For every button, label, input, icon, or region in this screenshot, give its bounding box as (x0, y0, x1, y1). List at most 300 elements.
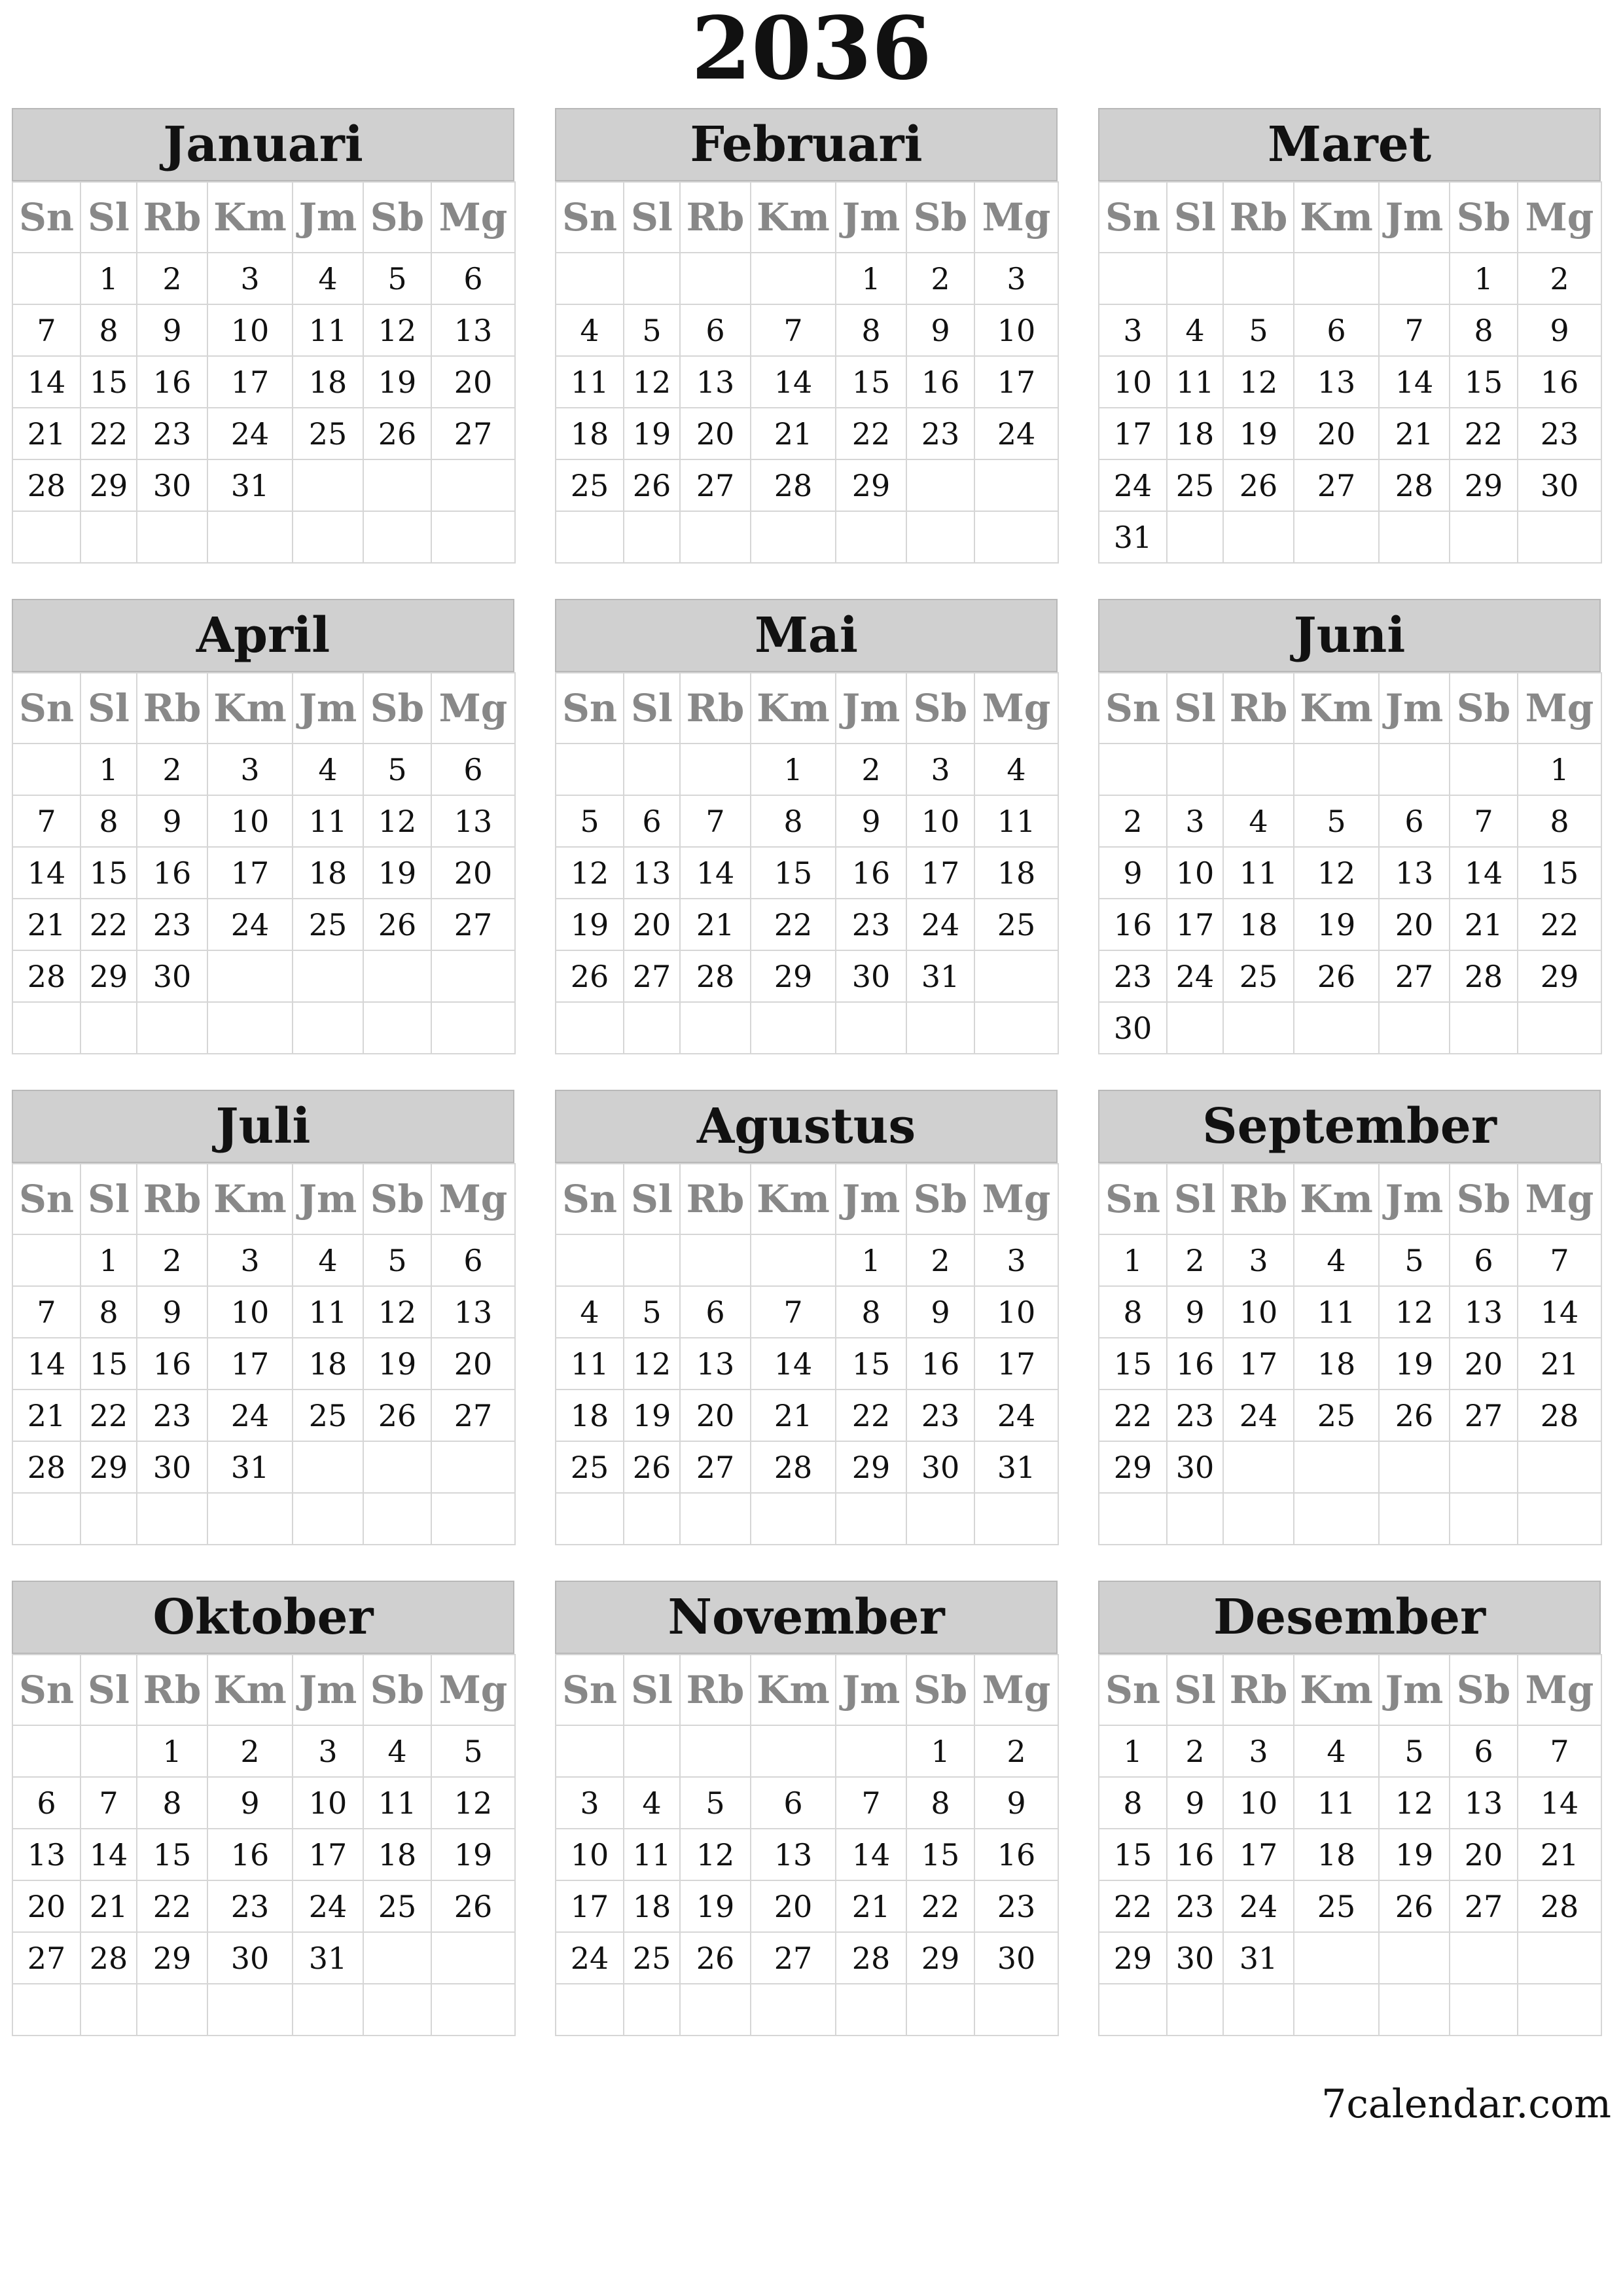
day-cell: 23 (1167, 1390, 1223, 1441)
empty-day-cell (1223, 1002, 1294, 1054)
weekday-label: Sn (12, 673, 80, 744)
weekday-label: Sn (1099, 1655, 1167, 1725)
day-cell: 26 (1294, 950, 1379, 1002)
day-cell: 29 (80, 459, 137, 511)
day-cell: 21 (1379, 408, 1450, 459)
empty-day-cell (1167, 744, 1223, 795)
day-cell: 25 (363, 1880, 431, 1932)
day-cell: 15 (906, 1829, 974, 1880)
day-cell: 30 (137, 459, 207, 511)
day-cell: 14 (751, 356, 836, 408)
day-cell: 25 (1167, 459, 1223, 511)
day-cell: 16 (1518, 356, 1601, 408)
day-cell: 12 (624, 1338, 680, 1390)
day-cell: 12 (1294, 847, 1379, 899)
day-cell: 5 (1379, 1725, 1450, 1777)
day-cell: 12 (363, 1286, 431, 1338)
week-row (1099, 1725, 1601, 1777)
day-cell: 8 (137, 1777, 207, 1829)
weekday-label: Jm (1379, 673, 1450, 744)
day-cell: 8 (1450, 304, 1518, 356)
month-name: Maret (1098, 108, 1601, 181)
day-cell: 20 (431, 356, 515, 408)
weekday-label: Km (207, 673, 293, 744)
empty-day-cell (1379, 1002, 1450, 1054)
empty-day-cell (1294, 253, 1379, 304)
empty-day-cell (1379, 1493, 1450, 1545)
day-cell: 25 (974, 899, 1058, 950)
day-cell: 31 (293, 1932, 363, 1984)
empty-day-cell (974, 511, 1058, 563)
weekday-label: Mg (974, 1164, 1058, 1234)
day-cell: 4 (556, 304, 624, 356)
day-cell: 11 (1223, 847, 1294, 899)
day-cell: 23 (137, 1390, 207, 1441)
month-day-grid (1098, 181, 1602, 564)
day-cell: 12 (431, 1777, 515, 1829)
day-cell: 4 (1223, 795, 1294, 847)
day-cell: 30 (906, 1441, 974, 1493)
day-cell: 30 (1099, 1002, 1167, 1054)
day-cell: 26 (680, 1932, 751, 1984)
day-cell: 28 (12, 950, 80, 1002)
empty-day-cell (80, 1725, 137, 1777)
week-row (12, 1880, 515, 1932)
month-name: November (555, 1581, 1058, 1654)
empty-day-cell (80, 1493, 137, 1545)
day-cell: 29 (80, 1441, 137, 1493)
week-row (12, 899, 515, 950)
month-name: Mai (555, 599, 1058, 672)
week-row (556, 1441, 1058, 1493)
day-cell: 12 (1223, 356, 1294, 408)
day-cell: 15 (80, 847, 137, 899)
day-cell: 20 (1379, 899, 1450, 950)
day-cell: 22 (906, 1880, 974, 1932)
day-cell: 8 (1099, 1286, 1167, 1338)
day-cell: 4 (293, 1234, 363, 1286)
week-row (12, 1829, 515, 1880)
day-cell: 23 (836, 899, 906, 950)
weekday-label: Sb (1450, 182, 1518, 253)
day-cell: 22 (751, 899, 836, 950)
day-cell: 20 (624, 899, 680, 950)
weekday-label: Km (207, 182, 293, 253)
empty-day-cell (1518, 1441, 1601, 1493)
day-cell: 27 (1294, 459, 1379, 511)
week-row (1099, 408, 1601, 459)
day-cell: 16 (207, 1829, 293, 1880)
month-name: Desember (1098, 1581, 1601, 1654)
day-cell: 27 (1450, 1390, 1518, 1441)
week-row (1099, 1984, 1601, 2036)
weekday-label: Sn (12, 1655, 80, 1725)
day-cell: 15 (80, 1338, 137, 1390)
day-cell: 5 (1379, 1234, 1450, 1286)
day-cell: 16 (906, 356, 974, 408)
month-name: Oktober (12, 1581, 514, 1654)
day-cell: 20 (12, 1880, 80, 1932)
week-row (12, 1286, 515, 1338)
day-cell: 19 (363, 847, 431, 899)
day-cell: 13 (680, 1338, 751, 1390)
day-cell: 23 (137, 408, 207, 459)
day-cell: 9 (207, 1777, 293, 1829)
weekday-label: Rb (680, 673, 751, 744)
empty-day-cell (363, 950, 431, 1002)
day-cell: 25 (293, 899, 363, 950)
day-cell: 17 (906, 847, 974, 899)
day-cell: 22 (80, 899, 137, 950)
weekday-label: Sb (1450, 673, 1518, 744)
day-cell: 13 (751, 1829, 836, 1880)
day-cell: 26 (556, 950, 624, 1002)
empty-day-cell (974, 1002, 1058, 1054)
day-cell: 28 (12, 1441, 80, 1493)
weekday-label: Sb (363, 182, 431, 253)
day-cell: 29 (137, 1932, 207, 1984)
day-cell: 24 (556, 1932, 624, 1984)
empty-day-cell (431, 1932, 515, 1984)
day-cell: 16 (137, 847, 207, 899)
day-cell: 25 (1223, 950, 1294, 1002)
day-cell: 4 (293, 253, 363, 304)
week-row (1099, 744, 1601, 795)
day-cell: 20 (680, 1390, 751, 1441)
week-row (12, 1390, 515, 1441)
day-cell: 12 (680, 1829, 751, 1880)
day-cell: 18 (624, 1880, 680, 1932)
day-cell: 15 (1099, 1338, 1167, 1390)
empty-day-cell (680, 1984, 751, 2036)
day-cell: 17 (293, 1829, 363, 1880)
week-row (1099, 847, 1601, 899)
weekday-label: Jm (1379, 1655, 1450, 1725)
weekday-label: Sl (624, 1655, 680, 1725)
month-calendar (1098, 108, 1601, 564)
empty-day-cell (974, 1984, 1058, 2036)
day-cell: 14 (12, 847, 80, 899)
day-cell: 22 (1518, 899, 1601, 950)
empty-day-cell (431, 1002, 515, 1054)
weekday-label: Jm (836, 182, 906, 253)
weekday-label: Jm (293, 1655, 363, 1725)
weekday-label: Sn (1099, 1164, 1167, 1234)
month-calendar (1098, 1090, 1601, 1545)
day-cell: 13 (1450, 1777, 1518, 1829)
day-cell: 2 (137, 744, 207, 795)
day-cell: 17 (1223, 1338, 1294, 1390)
week-row (12, 795, 515, 847)
week-row (1099, 1777, 1601, 1829)
day-cell: 9 (137, 795, 207, 847)
day-cell: 29 (1518, 950, 1601, 1002)
day-cell: 7 (12, 304, 80, 356)
day-cell: 18 (556, 1390, 624, 1441)
day-cell: 23 (1099, 950, 1167, 1002)
day-cell: 19 (363, 1338, 431, 1390)
day-cell: 29 (1450, 459, 1518, 511)
empty-day-cell (836, 1984, 906, 2036)
day-cell: 12 (1379, 1286, 1450, 1338)
month-day-grid (555, 1163, 1059, 1545)
day-cell: 30 (836, 950, 906, 1002)
day-cell: 8 (1518, 795, 1601, 847)
day-cell: 3 (556, 1777, 624, 1829)
day-cell: 2 (836, 744, 906, 795)
day-cell: 9 (906, 1286, 974, 1338)
empty-day-cell (431, 1441, 515, 1493)
day-cell: 10 (1223, 1286, 1294, 1338)
day-cell: 5 (624, 304, 680, 356)
day-cell: 6 (751, 1777, 836, 1829)
weekday-label: Sn (12, 182, 80, 253)
week-row (556, 1493, 1058, 1545)
empty-day-cell (624, 1984, 680, 2036)
weekday-label: Sl (1167, 1655, 1223, 1725)
empty-day-cell (293, 1002, 363, 1054)
month-calendar (555, 1581, 1058, 2036)
day-cell: 27 (431, 899, 515, 950)
empty-day-cell (207, 1002, 293, 1054)
day-cell: 14 (1518, 1777, 1601, 1829)
empty-day-cell (137, 1984, 207, 2036)
empty-day-cell (12, 1002, 80, 1054)
week-row (556, 1234, 1058, 1286)
empty-day-cell (137, 1002, 207, 1054)
month-day-grid (1098, 1163, 1602, 1545)
day-cell: 31 (1099, 511, 1167, 563)
day-cell: 3 (974, 253, 1058, 304)
empty-day-cell (1518, 511, 1601, 563)
weekday-label: Sn (1099, 673, 1167, 744)
week-row (556, 744, 1058, 795)
day-cell: 3 (207, 744, 293, 795)
day-cell: 5 (363, 744, 431, 795)
day-cell: 7 (80, 1777, 137, 1829)
empty-day-cell (906, 1002, 974, 1054)
day-cell: 24 (207, 899, 293, 950)
empty-day-cell (556, 744, 624, 795)
day-cell: 1 (1099, 1725, 1167, 1777)
empty-day-cell (751, 1725, 836, 1777)
weekday-label: Sl (80, 673, 137, 744)
empty-day-cell (1223, 253, 1294, 304)
day-cell: 12 (1379, 1777, 1450, 1829)
day-cell: 17 (207, 356, 293, 408)
day-cell: 6 (680, 1286, 751, 1338)
day-cell: 29 (906, 1932, 974, 1984)
day-cell: 28 (80, 1932, 137, 1984)
weekday-label: Rb (1223, 1655, 1294, 1725)
empty-day-cell (1450, 1441, 1518, 1493)
empty-day-cell (1379, 253, 1450, 304)
empty-day-cell (1167, 1002, 1223, 1054)
empty-day-cell (1167, 1984, 1223, 2036)
day-cell: 24 (906, 899, 974, 950)
week-row (556, 795, 1058, 847)
empty-day-cell (624, 253, 680, 304)
week-row (556, 304, 1058, 356)
empty-day-cell (906, 511, 974, 563)
day-cell: 19 (556, 899, 624, 950)
day-cell: 8 (836, 1286, 906, 1338)
empty-day-cell (431, 511, 515, 563)
day-cell: 14 (1450, 847, 1518, 899)
empty-day-cell (293, 950, 363, 1002)
empty-day-cell (680, 1002, 751, 1054)
day-cell: 1 (906, 1725, 974, 1777)
weekday-label: Jm (293, 673, 363, 744)
day-cell: 30 (137, 1441, 207, 1493)
day-cell: 26 (624, 459, 680, 511)
day-cell: 25 (624, 1932, 680, 1984)
day-cell: 16 (974, 1829, 1058, 1880)
day-cell: 26 (1379, 1880, 1450, 1932)
day-cell: 3 (1223, 1234, 1294, 1286)
day-cell: 11 (293, 795, 363, 847)
day-cell: 26 (431, 1880, 515, 1932)
empty-day-cell (680, 744, 751, 795)
day-cell: 14 (80, 1829, 137, 1880)
empty-day-cell (556, 1725, 624, 1777)
day-cell: 14 (1379, 356, 1450, 408)
empty-day-cell (1379, 744, 1450, 795)
day-cell: 25 (556, 459, 624, 511)
week-row (556, 847, 1058, 899)
weekday-label: Sl (624, 1164, 680, 1234)
week-row (1099, 253, 1601, 304)
year-title: 2036 (691, 0, 932, 99)
week-row (12, 1441, 515, 1493)
weekday-label: Sn (1099, 182, 1167, 253)
month-name: September (1098, 1090, 1601, 1163)
empty-day-cell (1167, 253, 1223, 304)
week-row (12, 1725, 515, 1777)
empty-day-cell (751, 511, 836, 563)
day-cell: 18 (1294, 1829, 1379, 1880)
empty-day-cell (556, 1002, 624, 1054)
day-cell: 10 (1167, 847, 1223, 899)
empty-day-cell (836, 1493, 906, 1545)
empty-day-cell (1450, 1002, 1518, 1054)
day-cell: 21 (1518, 1338, 1601, 1390)
day-cell: 13 (624, 847, 680, 899)
day-cell: 19 (1223, 408, 1294, 459)
week-row (556, 1002, 1058, 1054)
empty-day-cell (1294, 1441, 1379, 1493)
day-cell: 8 (1099, 1777, 1167, 1829)
day-cell: 22 (80, 1390, 137, 1441)
weekday-label: Jm (293, 182, 363, 253)
day-cell: 29 (80, 950, 137, 1002)
week-row (1099, 1002, 1601, 1054)
day-cell: 16 (1167, 1829, 1223, 1880)
week-row (1099, 356, 1601, 408)
empty-day-cell (624, 744, 680, 795)
day-cell: 6 (431, 1234, 515, 1286)
day-cell: 15 (1518, 847, 1601, 899)
day-cell: 14 (1518, 1286, 1601, 1338)
day-cell: 2 (1167, 1234, 1223, 1286)
day-cell: 31 (207, 1441, 293, 1493)
day-cell: 6 (431, 744, 515, 795)
weekday-label: Sl (624, 673, 680, 744)
day-cell: 27 (431, 1390, 515, 1441)
day-cell: 21 (751, 1390, 836, 1441)
day-cell: 13 (1450, 1286, 1518, 1338)
day-cell: 23 (1518, 408, 1601, 459)
day-cell: 26 (363, 1390, 431, 1441)
day-cell: 14 (680, 847, 751, 899)
empty-day-cell (207, 950, 293, 1002)
week-row (12, 1984, 515, 2036)
week-row (556, 899, 1058, 950)
day-cell: 20 (431, 847, 515, 899)
empty-day-cell (556, 1984, 624, 2036)
day-cell: 21 (80, 1880, 137, 1932)
weekday-label: Sn (12, 1164, 80, 1234)
day-cell: 11 (363, 1777, 431, 1829)
day-cell: 29 (1099, 1932, 1167, 1984)
day-cell: 8 (80, 304, 137, 356)
day-cell: 20 (680, 408, 751, 459)
day-cell: 21 (680, 899, 751, 950)
day-cell: 29 (836, 1441, 906, 1493)
weekday-label: Rb (137, 182, 207, 253)
day-cell: 24 (974, 1390, 1058, 1441)
day-cell: 6 (1379, 795, 1450, 847)
weekday-label: Sl (1167, 182, 1223, 253)
weekday-label: Sb (363, 1655, 431, 1725)
site-credit: 7calendar.com (1321, 2081, 1611, 2127)
day-cell: 10 (906, 795, 974, 847)
empty-day-cell (624, 1725, 680, 1777)
weekday-label: Mg (1518, 673, 1601, 744)
month-day-grid (12, 672, 516, 1054)
empty-day-cell (556, 1234, 624, 1286)
day-cell: 11 (293, 304, 363, 356)
day-cell: 8 (906, 1777, 974, 1829)
weekday-label: Mg (974, 1655, 1058, 1725)
day-cell: 13 (680, 356, 751, 408)
empty-day-cell (1294, 1002, 1379, 1054)
day-cell: 1 (1450, 253, 1518, 304)
week-row (1099, 304, 1601, 356)
empty-day-cell (80, 511, 137, 563)
day-cell: 21 (12, 1390, 80, 1441)
month-calendar (12, 1581, 514, 2036)
weekday-label: Jm (1379, 182, 1450, 253)
empty-day-cell (1450, 1984, 1518, 2036)
day-cell: 20 (751, 1880, 836, 1932)
day-cell: 14 (836, 1829, 906, 1880)
week-row (556, 459, 1058, 511)
month-day-grid (555, 672, 1059, 1054)
day-cell: 17 (1223, 1829, 1294, 1880)
day-cell: 6 (1294, 304, 1379, 356)
empty-day-cell (1294, 1984, 1379, 2036)
month-name: Agustus (555, 1090, 1058, 1163)
week-row (556, 1880, 1058, 1932)
empty-day-cell (137, 1493, 207, 1545)
day-cell: 28 (1379, 459, 1450, 511)
month-calendar (1098, 1581, 1601, 2036)
day-cell: 22 (1099, 1880, 1167, 1932)
day-cell: 1 (836, 253, 906, 304)
day-cell: 24 (207, 1390, 293, 1441)
day-cell: 2 (137, 1234, 207, 1286)
